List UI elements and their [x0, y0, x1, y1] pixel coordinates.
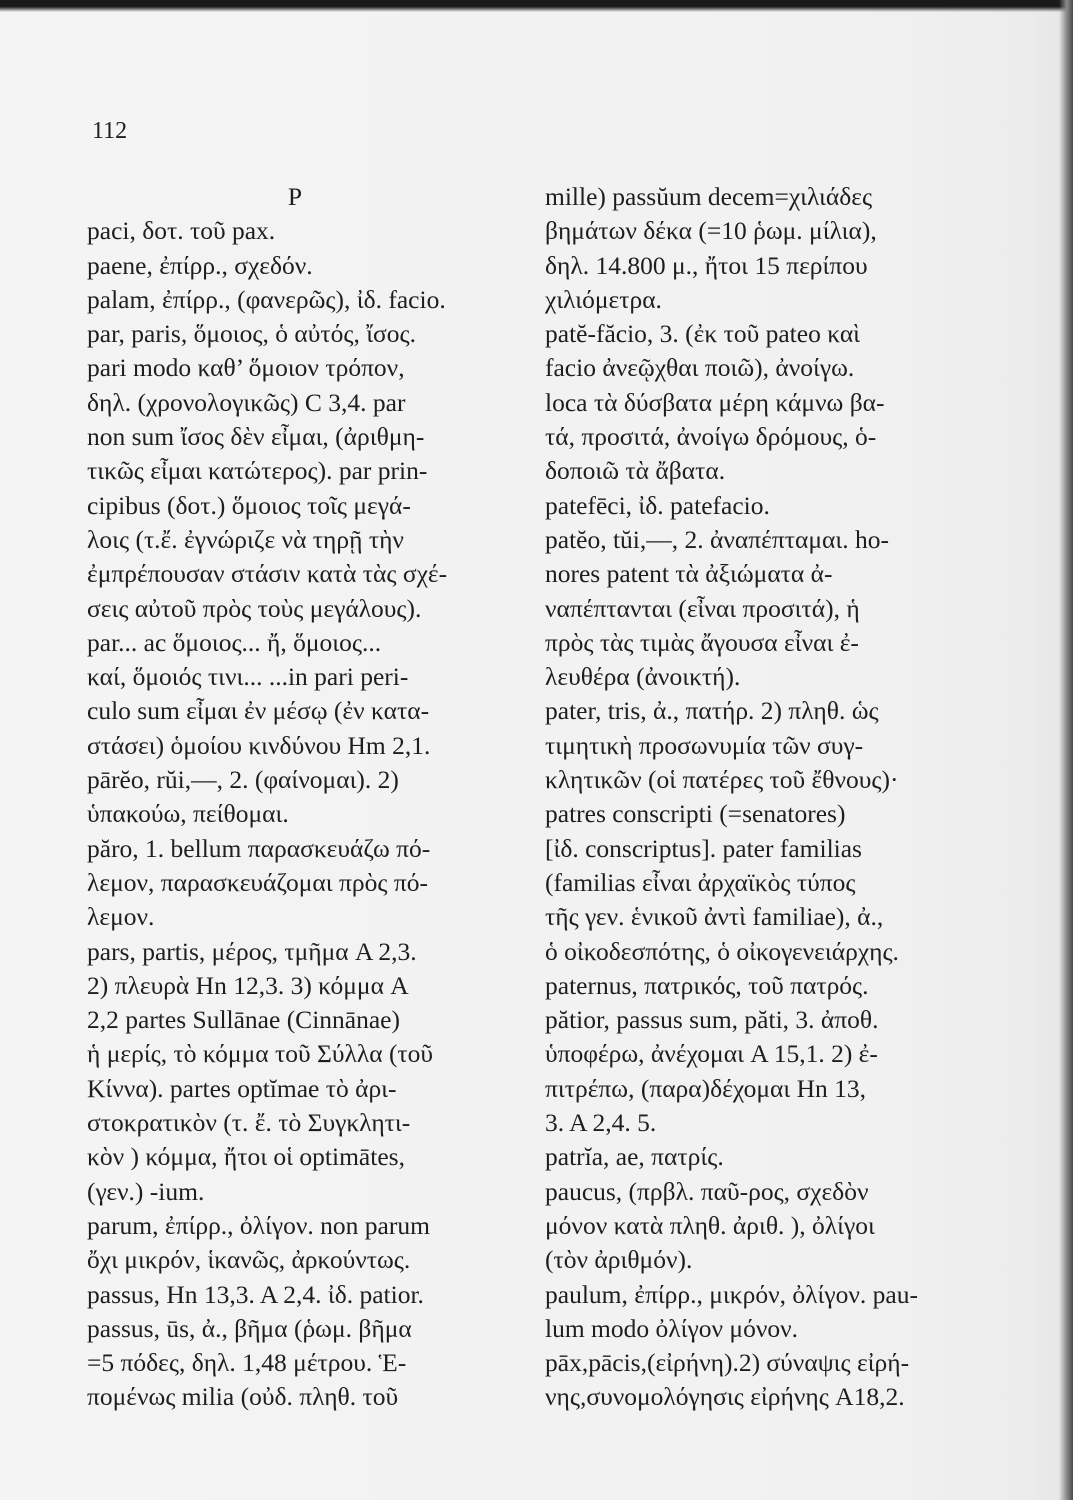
text-line: pater, tris, ἀ., πατήρ. 2) πληθ. ὡς [545, 696, 879, 726]
text-line: πιτρέπω, (παρα)δέχομαι Hn 13, [545, 1073, 867, 1103]
text-line: χιλιόμετρα. [545, 284, 662, 314]
text-line: δοποιῶ τὰ ἄβατα. [545, 456, 726, 486]
text-line: par... ac ὅμοιος... ἤ, ὅμοιος... [87, 627, 382, 657]
text-line: Κίννα). partes optĭmae τὸ ἀρι- [87, 1073, 397, 1103]
text-line: nores patent τὰ ἀξιώματα ἀ- [545, 559, 833, 589]
text-line: culo sum εἶμαι ἐν μέσῳ (ἐν κατα- [87, 696, 430, 726]
text-line: pari modo καθ’ ὅμοιον τρόπον, [87, 353, 405, 383]
text-line: καί, ὅμοιός τινι... ...in pari peri- [87, 662, 409, 692]
text-line: patĕo, tŭi,—, 2. ἀναπέπταμαι. ho- [545, 524, 889, 554]
text-line: par, paris, ὅμοιος, ὁ αὐτός, ἴσος. [87, 319, 417, 349]
text-line: ὑποφέρω, ἀνέχομαι A 15,1. 2) ἐ- [545, 1039, 878, 1069]
text-line: κὸν ) κόμμα, ἤτοι οἱ optimātes, [87, 1142, 405, 1172]
text-line: ἡ μερίς, τὸ κόμμα τοῦ Σύλλα (τοῦ [87, 1039, 434, 1069]
text-line: paternus, πατρικός, τοῦ πατρός. [545, 970, 869, 1000]
text-line: palam, ἐπίρρ., (φανερῶς), ἰδ. facio. [87, 284, 446, 314]
text-line: mille) passŭum decem=χιλιάδες [545, 182, 873, 211]
text-line: λευθέρα (ἀνοικτή). [545, 662, 741, 692]
text-line: ὄχι μικρόν, ἱκανῶς, ἀρκούντως. [87, 1245, 411, 1275]
letter-heading: P [287, 182, 303, 211]
text-line: patefēci, ἰδ. patefacio. [545, 490, 770, 520]
page-number: 112 [92, 118, 128, 144]
text-line: βημάτων δέκα (=10 ῥωμ. μίλια), [545, 216, 877, 246]
text-line: τῆς γεν. ἑνικοῦ ἀντὶ familiae), ἀ., [545, 902, 884, 932]
text-line: pārĕo, rŭi,—, 2. (φαίνομαι). 2) [87, 765, 399, 795]
text-line: δηλ. (χρονολογικῶς) C 3,4. par [87, 387, 406, 417]
text-line: non sum ἴσος δὲν εἶμαι, (ἀριθμη- [87, 422, 425, 452]
text-line: ὑπακούω, πείθομαι. [87, 799, 289, 829]
text-line: στοκρατικὸν (τ. ἔ. τὸ Συγκλητι- [87, 1108, 411, 1138]
scan-top-edge [0, 0, 1073, 12]
text-line: τιμητικὴ προσωνυμία τῶν συγ- [545, 730, 864, 760]
text-line: σεις αὐτοῦ πρὸς τοὺς μεγάλους). [87, 593, 422, 623]
text-line: loca τὰ δύσβατα μέρη κάμνω βα- [545, 387, 885, 417]
left-lines [87, 214, 487, 1414]
text-line: ναπέπτανται (εἶναι προσιτά), ἡ [545, 593, 860, 623]
text-line: passus, Hn 13,3. A 2,4. ἰδ. patior. [87, 1279, 424, 1309]
text-line: =5 πόδες, δηλ. 1,48 μέτρου. Ἑ- [87, 1348, 407, 1378]
text-line: patrĭa, ae, πατρίς. [545, 1142, 724, 1172]
text-line: κλητικῶν (οἱ πατέρες τοῦ ἔθνους)· [545, 765, 899, 795]
text-line: [ἰδ. conscriptus]. pater familias [545, 833, 862, 863]
text-line: δηλ. 14.800 μ., ἤτοι 15 περίπου [545, 250, 868, 280]
text-line: pāx,pācis,(εἰρήνη).2) σύναψις εἰρή- [545, 1348, 910, 1378]
text-line: paci, δοτ. τοῦ pax. [87, 216, 276, 246]
text-line: pars, partis, μέρος, τμῆμα A 2,3. [87, 936, 417, 966]
text-line: ἐμπρέπουσαν στάσιν κατὰ τὰς σχέ- [87, 559, 448, 589]
text-line: ὁ οἰκοδεσπότης, ὁ οἰκογενειάρχης. [545, 936, 899, 966]
text-line: paucus, (πρβλ. παῦ-ρος, σχεδὸν [545, 1176, 869, 1206]
text-line: 2,2 partes Sullānae (Cinnānae) [87, 1005, 400, 1035]
text-line: (γεν.) -ium. [87, 1176, 205, 1206]
text-line: facio ἀνεῷχθαι ποιῶ), ἀνοίγω. [545, 353, 855, 383]
left-column [87, 180, 487, 1415]
right-column [545, 180, 975, 1415]
text-line: τά, προσιτά, ἀνοίγω δρόμους, ὁ- [545, 422, 877, 452]
text-line: pătior, passus sum, păti, 3. ἀποθ. [545, 1005, 879, 1035]
text-line: λοις (τ.ἔ. ἐγνώριζε νὰ τηρῇ τὴν [87, 524, 404, 554]
text-line: τικῶς εἶμαι κατώτερος). par prin- [87, 456, 428, 486]
text-line: μόνον κατὰ πληθ. ἀριθ. ), ὀλίγοι [545, 1210, 875, 1240]
text-line: 2) πλευρὰ Hn 12,3. 3) κόμμα A [87, 970, 409, 1000]
text-line: πρὸς τὰς τιμὰς ἄγουσα εἶναι ἐ- [545, 627, 859, 657]
text-line: cipibus (δοτ.) ὅμοιος τοῖς μεγά- [87, 490, 411, 520]
scan-right-edge [1059, 0, 1073, 1500]
text-line: passus, ūs, ἀ., βῆμα (ῥωμ. βῆμα [87, 1313, 412, 1343]
text-line: păro, 1. bellum παρασκευάζω πό- [87, 833, 431, 863]
text-line: νης,συνομολόγησις εἰρήνης A18,2. [545, 1382, 905, 1412]
text-line: (τὸν ἀριθμόν). [545, 1245, 693, 1275]
text-line: στάσει) ὁμοίου κινδύνου Hm 2,1. [87, 730, 431, 760]
text-line: λεμον. [87, 902, 155, 932]
text-line: (familias εἶναι ἀρχαϊκὸς τύπος [545, 867, 856, 897]
text-line: patres conscripti (=senatores) [545, 799, 846, 829]
text-line: 3. A 2,4. 5. [545, 1108, 657, 1138]
text-line: λεμον, παρασκευάζομαι πρὸς πό- [87, 867, 428, 897]
text-line: paene, ἐπίρρ., σχεδόν. [87, 250, 313, 280]
text-line: patĕ-făcio, 3. (ἐκ τοῦ pateo καὶ [545, 319, 861, 349]
text-line: πομένως milia (οὐδ. πληθ. τοῦ [87, 1382, 399, 1412]
text-line: parum, ἐπίρρ., ὀλίγον. non parum [87, 1210, 430, 1240]
text-line: lum modo ὀλίγον μόνον. [545, 1313, 799, 1343]
text-line: paulum, ἐπίρρ., μικρόν, ὀλίγον. pau- [545, 1279, 918, 1309]
